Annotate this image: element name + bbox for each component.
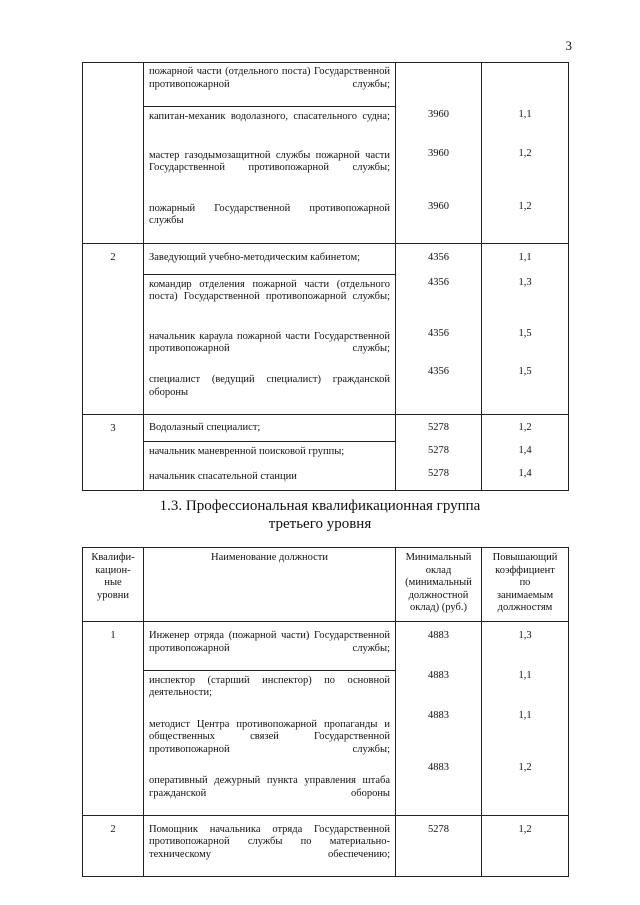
coefficient-value: 1,1 (518, 109, 532, 120)
position-name-cell (144, 106, 396, 146)
salary-value: 4883 (428, 710, 449, 721)
position-name: Заведующий учебно-методическим кабинетом; (149, 251, 361, 263)
coefficient-column-cell (482, 415, 569, 491)
salary-value: 4356 (428, 327, 449, 339)
position-name: пожарный Государственной противопожарной службы (149, 202, 390, 227)
coefficient-value: 1,2 (518, 762, 532, 773)
coefficient-value: 1,3 (518, 276, 532, 288)
section-title-line: третьего уровня (268, 516, 372, 532)
position-name-cell (144, 415, 396, 442)
section-title (0, 497, 640, 533)
salary-table-2nd-level (82, 62, 569, 491)
coefficient-value: 1,1 (518, 670, 532, 681)
position-name-cell (144, 243, 396, 274)
coefficient-value: 1,4 (518, 445, 532, 457)
coefficient-value: 1,4 (518, 468, 532, 480)
coefficient-value: 1,2 (518, 148, 532, 159)
salary-value: 4883 (428, 670, 449, 681)
coefficient-value: 1,2 (518, 201, 532, 212)
coefficient-value: 1,2 (482, 815, 569, 876)
table-row (83, 622, 569, 671)
position-name-cell (144, 274, 396, 327)
position-name: специалист (ведущий специалист) гражданской обороны (149, 374, 390, 398)
coefficient-column-cell (482, 243, 569, 415)
salary-value: 3960 (428, 109, 449, 120)
position-name: Водолазный специалист; (149, 422, 261, 434)
section-title-line: 1.3. Профессиональная квалификационная группа (159, 498, 481, 514)
position-name-cell (144, 815, 396, 876)
coefficient-column-cell (482, 622, 569, 816)
level-cell: 1 (83, 622, 144, 816)
position-name-cell (144, 467, 396, 491)
position-name: начальник спасательной станции (149, 471, 297, 483)
position-name-cell (144, 199, 396, 243)
position-name: пожарной части (отдельного поста) Государственной противопожарной службы; (149, 66, 390, 90)
coefficient-value: 1,1 (518, 251, 532, 263)
header-level: Квалифи- кацион- ные уровни (83, 548, 144, 622)
coefficient-value: 1,2 (518, 422, 532, 434)
salary-value: 3960 (428, 148, 449, 159)
salary-column-cell (396, 622, 482, 816)
salary-value: 5278 (428, 445, 449, 457)
level-cell: 2 (83, 815, 144, 876)
position-name-cell (144, 63, 396, 107)
salary-value: 5278 (396, 815, 482, 876)
level-cell (83, 63, 144, 244)
salary-value: 3960 (428, 201, 449, 212)
position-name: Инженер отряда (пожарной части) Государственной противопожарной службы; (149, 630, 390, 654)
header-position-name: Наименование должности (144, 548, 396, 622)
position-name-cell (144, 442, 396, 468)
coefficient-value: 1,1 (518, 710, 532, 721)
position-name: оперативный дежурный пункта управления штаба гражданской обороны (149, 774, 390, 799)
position-name: капитан-механик водолазного, спасательного судна; (149, 110, 390, 122)
coefficient-value: 1,5 (518, 365, 532, 377)
salary-value: 5278 (428, 468, 449, 480)
position-name: методист Центра противопожарной пропаганды и общественных связей Государственной противопожарной службы; (149, 718, 390, 755)
header-coefficient: Повышающий коэффициент по занимаемым должностям (482, 548, 569, 622)
position-name: Помощник начальника отряда Государственной противопожарной службы по материально-техническому обеспечению; (149, 823, 390, 860)
table-row (83, 63, 569, 107)
position-name: инспектор (старший инспектор) по основной деятельности; (149, 674, 390, 699)
coefficient-value: 1,3 (518, 630, 532, 641)
level-cell: 3 (83, 415, 144, 491)
salary-table-3rd-level (82, 547, 569, 877)
position-name-cell (144, 370, 396, 414)
position-name-cell (144, 771, 396, 815)
position-name-cell (144, 715, 396, 771)
table-row (83, 243, 569, 274)
salary-value: 4883 (428, 630, 449, 641)
salary-value: 4356 (428, 251, 449, 263)
salary-column-cell (396, 243, 482, 415)
header-min-salary: Минимальный оклад (минимальный должностной оклад) (руб.) (396, 548, 482, 622)
position-name-cell (144, 146, 396, 199)
salary-value: 4356 (428, 276, 449, 288)
position-name-cell (144, 670, 396, 714)
page-number: 3 (565, 38, 572, 53)
table-row (83, 415, 569, 442)
coefficient-value: 1,5 (518, 327, 532, 339)
salary-value: 4356 (428, 365, 449, 377)
coefficient-column-cell (482, 63, 569, 244)
position-name: начальник караула пожарной части Государственной противопожарной службы; (149, 330, 390, 355)
salary-column-cell (396, 415, 482, 491)
salary-value: 4883 (428, 762, 449, 773)
position-name: командир отделения пожарной части (отдельного поста) Государственной противопожарной службы; (149, 278, 390, 303)
position-name: начальник маневренной поисковой группы; (149, 446, 345, 458)
level-cell: 2 (83, 243, 144, 415)
position-name: мастер газодымозащитной службы пожарной части Государственной противопожарной службы; (149, 149, 390, 174)
table-row (83, 815, 569, 876)
salary-column-cell (396, 63, 482, 244)
salary-value: 5278 (428, 422, 449, 434)
table-header-row (83, 548, 569, 622)
position-name-cell (144, 327, 396, 371)
position-name-cell (144, 622, 396, 671)
